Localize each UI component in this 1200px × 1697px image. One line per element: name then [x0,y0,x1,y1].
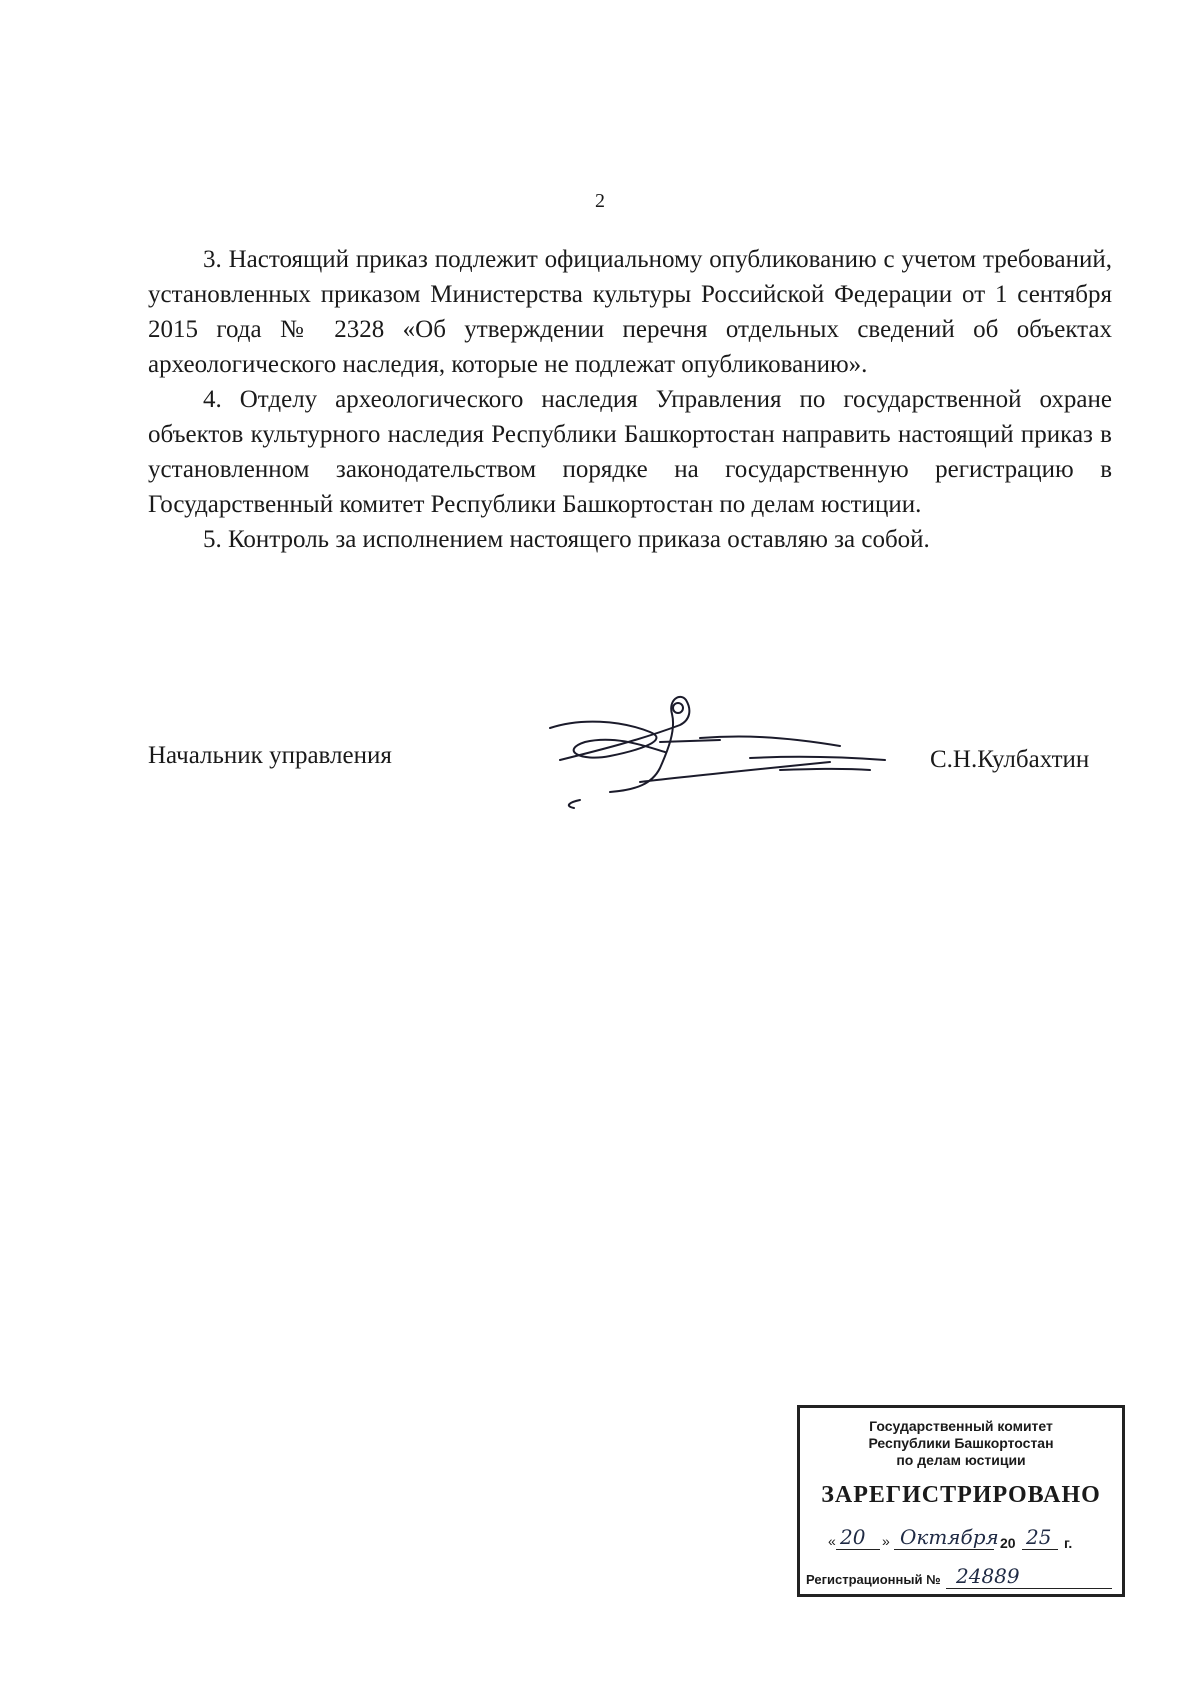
stamp-org-line: Республики Башкортостан [868,1435,1054,1451]
stamp-registration-number [806,1566,1116,1592]
date-month-underline [894,1549,994,1550]
handwritten-signature [540,690,900,810]
stamp-registered-label: ЗАРЕГИСТРИРОВАНО [821,1482,1101,1508]
date-day: 20 [840,1525,866,1549]
stamp-organization [800,1418,1122,1469]
registration-stamp [797,1405,1125,1597]
paragraph-3: 3. Настоящий приказ подлежит официальному опубликованию с учетом требований, установленных приказом Министерства культуры Российской Федерации от 1 сентября 2015 года № 2328 «Об утверждении перечня отдельных сведений об объектах археологического наследия, которые не подлежат опубликованию». [148,246,1112,378]
date-day-underline [836,1549,880,1550]
date-year-suffix: 25 [1026,1525,1052,1549]
signatory-title: Начальник управления [148,742,392,769]
regno-label: Регистрационный № [806,1572,941,1587]
date-year-unit: г. [1064,1535,1073,1551]
date-open-quote: « [828,1533,836,1549]
document-body [148,242,1112,557]
date-year-prefix: 20 [1000,1535,1016,1551]
regno-value: 24889 [956,1564,1020,1588]
regno-underline [946,1588,1112,1589]
stamp-org-line: Государственный комитет [869,1418,1053,1434]
date-month: Октября [900,1525,999,1549]
stamp-date-line [828,1525,1118,1555]
page-number: 2 [595,190,605,212]
paragraph-4: 4. Отделу археологического наследия Управления по государственной охране объектов культурного наследия Республики Башкортостан направить настоящий приказ в установленном законодательством порядке на государственную регистрацию в Государственный комитет Республики Башкортостан по делам юстиции. [148,386,1112,518]
date-close-quote: » [882,1533,890,1549]
paragraph-5: 5. Контроль за исполнением настоящего приказа оставляю за собой. [203,526,930,553]
stamp-org-line: по делам юстиции [896,1452,1026,1468]
date-year-underline [1022,1549,1058,1550]
signatory-name: С.Н.Кулбахтин [930,746,1090,773]
